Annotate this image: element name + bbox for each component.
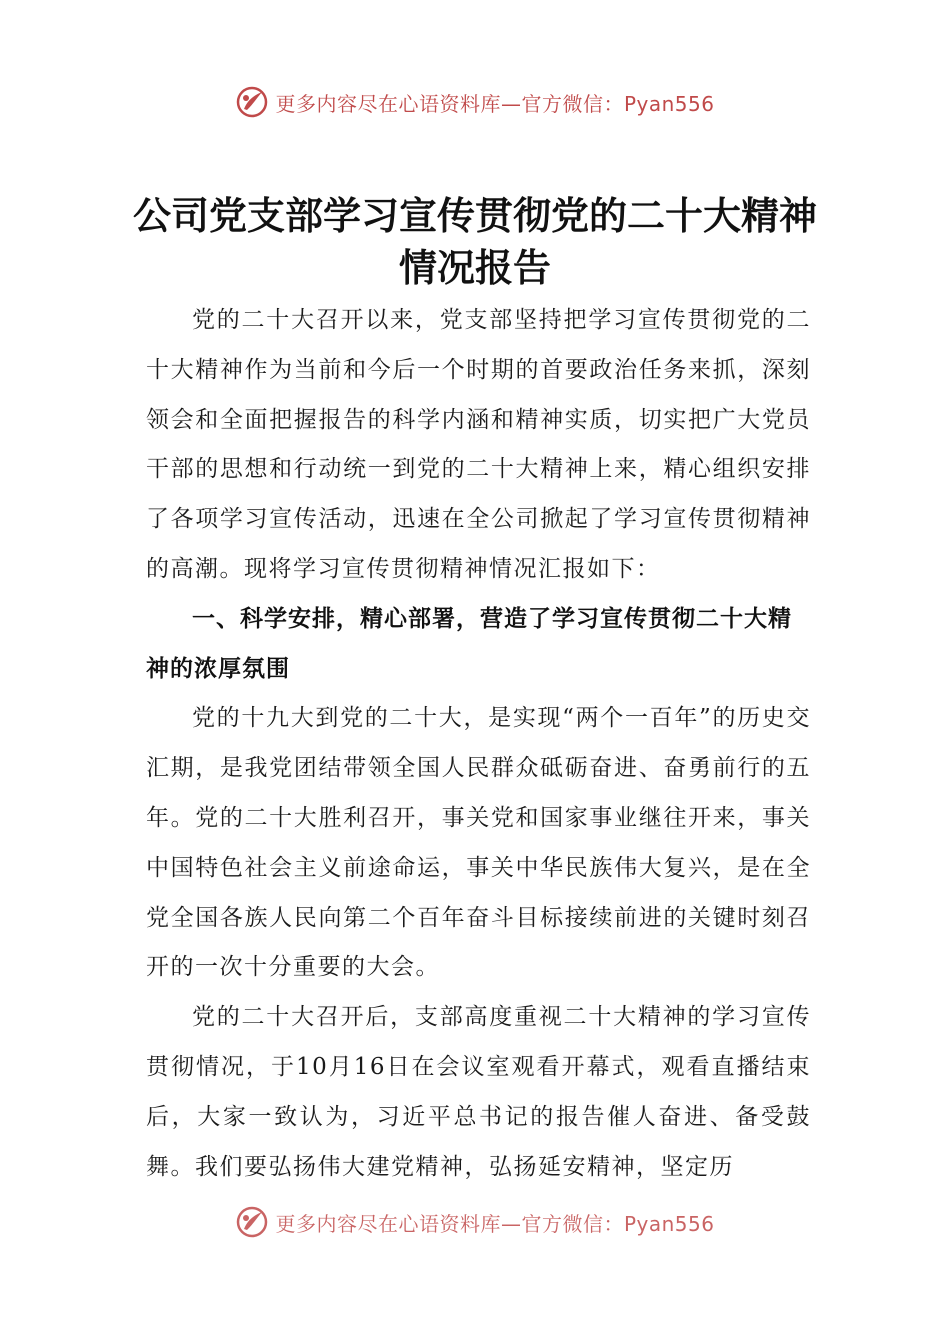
paragraph: 党的十九大到党的二十大，是实现“两个一百年”的历史交汇期，是我党团结带领全国人民群众砥砺奋进、奋勇前行的五年。党的二十大胜利召开，事关党和国家事业继往开来，事关中国特色社会主义前途命运，事关中华民族伟大复兴，是在全党全国各族人民向第二个百年奋斗目标接续前进的关键时刻召开的一次十分重要的大会。 [146,705,811,981]
watermark-header [0,82,950,122]
document-body [146,296,811,1192]
paragraph: 党的二十大召开后，支部高度重视二十大精神的学习宣传贯彻情况，于10月16日在会议室观看开幕式，观看直播结束后，大家一致认为，习近平总书记的报告催人奋进、备受鼓舞。我们要弘扬伟大建党精神，弘扬延安精神，坚定历 [146,1004,811,1180]
paragraph: 党的二十大召开以来，党支部坚持把学习宣传贯彻党的二十大精神作为当前和今后一个时期的首要政治任务来抓，深刻领会和全面把握报告的科学内涵和精神实质，切实把广大党员干部的思想和行动统一到党的二十大精神上来，精心组织安排了各项学习宣传活动，迅速在全公司掀起了学习宣传贯彻精神的高潮。现将学习宣传贯彻精神情况汇报如下： [146,307,811,582]
logo-icon [235,85,269,119]
title-line-1: 公司党支部学习宣传贯彻党的二十大精神 [132,193,817,238]
watermark-footer [0,1202,950,1242]
document-title [0,190,950,294]
logo-icon [235,1205,269,1239]
watermark-text: 更多内容尽在心语资料库—官方微信：Pyan556 [275,91,715,116]
watermark-text: 更多内容尽在心语资料库—官方微信：Pyan556 [275,1211,715,1236]
section-heading: 一、科学安排，精心部署，营造了学习宣传贯彻二十大精神的浓厚氛围 [146,605,792,682]
title-line-2: 情况报告 [398,245,551,290]
